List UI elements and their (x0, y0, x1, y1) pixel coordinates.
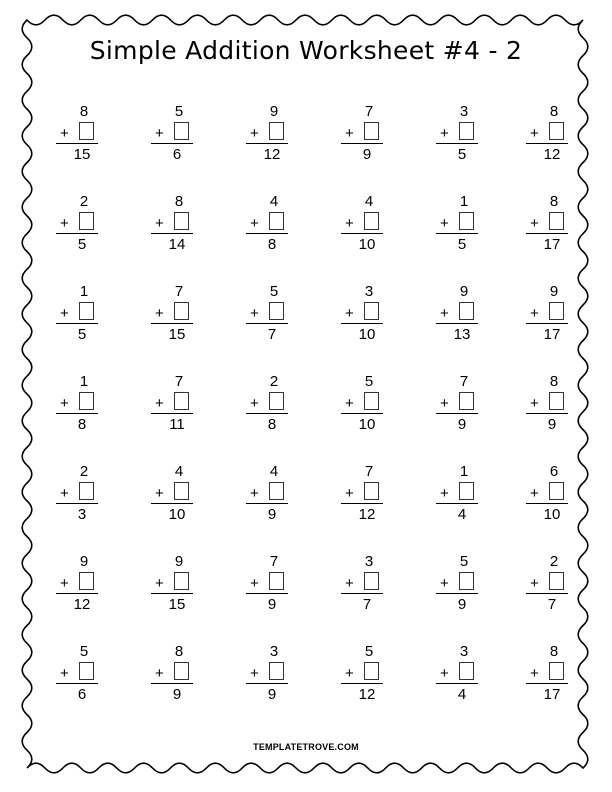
sum-number: 9 (547, 416, 557, 433)
answer-box[interactable] (79, 302, 94, 320)
sum-number: 15 (73, 146, 91, 163)
addition-problem (250, 644, 284, 706)
sum-line (341, 593, 383, 594)
plus-sign: + (345, 575, 354, 592)
addend-number: 5 (459, 553, 469, 570)
plus-sign: + (155, 665, 164, 682)
addend-number: 2 (269, 373, 279, 390)
sum-line (526, 503, 568, 504)
addition-problem (345, 374, 379, 436)
answer-box[interactable] (79, 482, 94, 500)
sum-number: 10 (358, 416, 376, 433)
plus-sign: + (250, 575, 259, 592)
plus-sign: + (530, 305, 539, 322)
sum-line (151, 233, 193, 234)
sum-number: 11 (169, 416, 185, 433)
plus-sign: + (250, 305, 259, 322)
plus-sign: + (440, 305, 449, 322)
addition-problem (60, 194, 94, 256)
sum-line (246, 593, 288, 594)
sum-number: 7 (267, 326, 277, 343)
sum-line (341, 233, 383, 234)
addition-problem (440, 644, 474, 706)
addend-number: 7 (269, 553, 279, 570)
plus-sign: + (440, 125, 449, 142)
addend-number: 8 (174, 643, 184, 660)
sum-line (246, 413, 288, 414)
answer-box[interactable] (269, 482, 284, 500)
answer-box[interactable] (549, 662, 564, 680)
answer-box[interactable] (549, 572, 564, 590)
sum-line (246, 233, 288, 234)
worksheet-title: Simple Addition Worksheet #4 - 2 (89, 36, 523, 65)
addend-number: 1 (79, 373, 89, 390)
addend-number: 3 (364, 553, 374, 570)
answer-box[interactable] (459, 662, 474, 680)
plus-sign: + (345, 125, 354, 142)
addition-problem (60, 644, 94, 706)
addend-number: 3 (269, 643, 279, 660)
addition-problem (440, 194, 474, 256)
plus-sign: + (530, 395, 539, 412)
addend-number: 5 (79, 643, 89, 660)
answer-box[interactable] (174, 482, 189, 500)
addition-problem (155, 284, 189, 346)
plus-sign: + (155, 305, 164, 322)
plus-sign: + (155, 125, 164, 142)
addition-problem (530, 464, 564, 526)
sum-line (526, 683, 568, 684)
sum-line (341, 683, 383, 684)
sum-number: 17 (543, 326, 561, 343)
sum-line (526, 593, 568, 594)
sum-line (436, 233, 478, 234)
sum-number: 8 (267, 236, 277, 253)
addition-problem (440, 374, 474, 436)
answer-box[interactable] (364, 122, 379, 140)
plus-sign: + (250, 395, 259, 412)
answer-box[interactable] (269, 212, 284, 230)
addition-problem (530, 554, 564, 616)
sum-number: 9 (267, 686, 277, 703)
sum-line (341, 143, 383, 144)
addend-number: 8 (79, 103, 89, 120)
sum-number: 6 (172, 146, 182, 163)
plus-sign: + (155, 395, 164, 412)
plus-sign: + (345, 395, 354, 412)
addition-problem (530, 194, 564, 256)
addition-problem (60, 374, 94, 436)
addition-problem (250, 554, 284, 616)
plus-sign: + (250, 215, 259, 232)
addition-problem (345, 554, 379, 616)
plus-sign: + (250, 485, 259, 502)
addend-number: 8 (549, 643, 559, 660)
addend-number: 9 (269, 103, 279, 120)
addend-number: 7 (364, 103, 374, 120)
sum-number: 13 (453, 326, 471, 343)
answer-box[interactable] (174, 122, 189, 140)
sum-number: 5 (77, 326, 87, 343)
plus-sign: + (155, 485, 164, 502)
sum-line (436, 413, 478, 414)
addend-number: 9 (549, 283, 559, 300)
sum-line (246, 323, 288, 324)
sum-line (436, 503, 478, 504)
sum-line (436, 323, 478, 324)
answer-box[interactable] (79, 122, 94, 140)
addend-number: 3 (459, 643, 469, 660)
addition-problem (155, 374, 189, 436)
plus-sign: + (60, 485, 69, 502)
sum-number: 17 (543, 686, 561, 703)
addition-problem (155, 464, 189, 526)
sum-number: 12 (358, 686, 376, 703)
addition-problem (440, 104, 474, 166)
addition-problem (155, 554, 189, 616)
problem-grid (52, 104, 572, 704)
answer-box[interactable] (459, 572, 474, 590)
sum-number: 12 (263, 146, 281, 163)
addition-problem (250, 284, 284, 346)
answer-box[interactable] (79, 662, 94, 680)
sum-line (151, 413, 193, 414)
sum-number: 17 (543, 236, 561, 253)
sum-line (246, 683, 288, 684)
addition-problem (530, 644, 564, 706)
addend-number: 1 (459, 463, 469, 480)
answer-box[interactable] (549, 482, 564, 500)
plus-sign: + (155, 215, 164, 232)
sum-line (56, 323, 98, 324)
sum-number: 9 (267, 596, 277, 613)
addend-number: 2 (79, 463, 89, 480)
addition-problem (440, 284, 474, 346)
sum-line (56, 683, 98, 684)
answer-box[interactable] (549, 302, 564, 320)
answer-box[interactable] (269, 662, 284, 680)
sum-line (526, 233, 568, 234)
answer-box[interactable] (269, 122, 284, 140)
sum-line (246, 503, 288, 504)
plus-sign: + (440, 575, 449, 592)
plus-sign: + (530, 215, 539, 232)
addend-number: 7 (364, 463, 374, 480)
sum-number: 5 (457, 236, 467, 253)
sum-number: 7 (362, 596, 372, 613)
addend-number: 5 (364, 643, 374, 660)
sum-number: 6 (77, 686, 87, 703)
answer-box[interactable] (174, 392, 189, 410)
addend-number: 4 (174, 463, 184, 480)
addend-number: 5 (174, 103, 184, 120)
plus-sign: + (155, 575, 164, 592)
addition-problem (250, 104, 284, 166)
addend-number: 8 (174, 193, 184, 210)
answer-box[interactable] (269, 392, 284, 410)
sum-line (341, 413, 383, 414)
addend-number: 8 (549, 103, 559, 120)
addition-problem (60, 284, 94, 346)
answer-box[interactable] (549, 392, 564, 410)
answer-box[interactable] (174, 212, 189, 230)
addend-number: 6 (549, 463, 559, 480)
sum-line (526, 413, 568, 414)
addend-number: 8 (549, 373, 559, 390)
sum-line (526, 323, 568, 324)
answer-box[interactable] (459, 392, 474, 410)
sum-line (341, 503, 383, 504)
addition-problem (250, 374, 284, 436)
addend-number: 7 (174, 373, 184, 390)
answer-box[interactable] (459, 482, 474, 500)
addition-problem (345, 644, 379, 706)
sum-number: 10 (543, 506, 561, 523)
addend-number: 9 (79, 553, 89, 570)
sum-number: 10 (358, 326, 376, 343)
addend-number: 4 (269, 193, 279, 210)
plus-sign: + (60, 215, 69, 232)
sum-number: 10 (358, 236, 376, 253)
addend-number: 3 (364, 283, 374, 300)
addition-problem (530, 104, 564, 166)
sum-number: 5 (77, 236, 87, 253)
addend-number: 1 (459, 193, 469, 210)
sum-line (56, 593, 98, 594)
addend-number: 7 (174, 283, 184, 300)
sum-line (436, 143, 478, 144)
addend-number: 3 (459, 103, 469, 120)
sum-line (151, 143, 193, 144)
sum-number: 3 (77, 506, 87, 523)
addition-problem (530, 284, 564, 346)
sum-line (56, 503, 98, 504)
sum-number: 9 (362, 146, 372, 163)
addend-number: 9 (174, 553, 184, 570)
addition-problem (250, 194, 284, 256)
plus-sign: + (60, 305, 69, 322)
addend-number: 9 (459, 283, 469, 300)
addition-problem (60, 554, 94, 616)
plus-sign: + (440, 395, 449, 412)
sum-number: 4 (457, 506, 467, 523)
plus-sign: + (60, 665, 69, 682)
answer-box[interactable] (364, 572, 379, 590)
sum-number: 12 (73, 596, 91, 613)
answer-box[interactable] (269, 572, 284, 590)
answer-box[interactable] (364, 392, 379, 410)
sum-number: 15 (168, 326, 186, 343)
plus-sign: + (530, 665, 539, 682)
sum-line (151, 593, 193, 594)
sum-number: 9 (457, 416, 467, 433)
sum-number: 8 (267, 416, 277, 433)
answer-box[interactable] (549, 212, 564, 230)
answer-box[interactable] (364, 662, 379, 680)
addend-number: 4 (364, 193, 374, 210)
addition-problem (440, 554, 474, 616)
addition-problem (60, 464, 94, 526)
addition-problem (155, 644, 189, 706)
answer-box[interactable] (79, 572, 94, 590)
sum-line (151, 503, 193, 504)
plus-sign: + (530, 125, 539, 142)
footer-brand: TEMPLATETROVE.COM (253, 742, 359, 752)
sum-number: 10 (168, 506, 186, 523)
sum-number: 8 (77, 416, 87, 433)
plus-sign: + (530, 575, 539, 592)
answer-box[interactable] (459, 302, 474, 320)
plus-sign: + (60, 575, 69, 592)
answer-box[interactable] (549, 122, 564, 140)
sum-line (151, 323, 193, 324)
plus-sign: + (345, 665, 354, 682)
sum-line (56, 143, 98, 144)
sum-line (341, 323, 383, 324)
addition-problem (345, 104, 379, 166)
sum-number: 12 (543, 146, 561, 163)
sum-line (151, 683, 193, 684)
addend-number: 2 (549, 553, 559, 570)
addition-problem (155, 194, 189, 256)
sum-number: 15 (168, 596, 186, 613)
sum-line (526, 143, 568, 144)
sum-line (56, 233, 98, 234)
plus-sign: + (440, 485, 449, 502)
answer-box[interactable] (364, 482, 379, 500)
addition-problem (345, 194, 379, 256)
plus-sign: + (345, 485, 354, 502)
addend-number: 2 (79, 193, 89, 210)
sum-number: 9 (172, 686, 182, 703)
plus-sign: + (250, 125, 259, 142)
addition-problem (345, 464, 379, 526)
sum-number: 4 (457, 686, 467, 703)
answer-box[interactable] (364, 302, 379, 320)
sum-number: 9 (457, 596, 467, 613)
addition-problem (60, 104, 94, 166)
sum-line (436, 593, 478, 594)
answer-box[interactable] (174, 572, 189, 590)
plus-sign: + (345, 305, 354, 322)
sum-number: 7 (547, 596, 557, 613)
sum-line (56, 413, 98, 414)
addition-problem (440, 464, 474, 526)
sum-line (436, 683, 478, 684)
plus-sign: + (250, 665, 259, 682)
sum-number: 5 (457, 146, 467, 163)
addition-problem (530, 374, 564, 436)
answer-box[interactable] (79, 212, 94, 230)
sum-number: 14 (168, 236, 186, 253)
answer-box[interactable] (174, 662, 189, 680)
addend-number: 5 (269, 283, 279, 300)
addend-number: 4 (269, 463, 279, 480)
sum-number: 9 (267, 506, 277, 523)
addend-number: 5 (364, 373, 374, 390)
answer-box[interactable] (459, 212, 474, 230)
answer-box[interactable] (459, 122, 474, 140)
answer-box[interactable] (79, 392, 94, 410)
plus-sign: + (60, 395, 69, 412)
plus-sign: + (60, 125, 69, 142)
plus-sign: + (440, 215, 449, 232)
sum-line (246, 143, 288, 144)
answer-box[interactable] (174, 302, 189, 320)
addend-number: 8 (549, 193, 559, 210)
sum-number: 12 (358, 506, 376, 523)
plus-sign: + (345, 215, 354, 232)
addend-number: 1 (79, 283, 89, 300)
plus-sign: + (440, 665, 449, 682)
addition-problem (155, 104, 189, 166)
addition-problem (345, 284, 379, 346)
answer-box[interactable] (364, 212, 379, 230)
addend-number: 7 (459, 373, 469, 390)
addition-problem (250, 464, 284, 526)
answer-box[interactable] (269, 302, 284, 320)
plus-sign: + (530, 485, 539, 502)
